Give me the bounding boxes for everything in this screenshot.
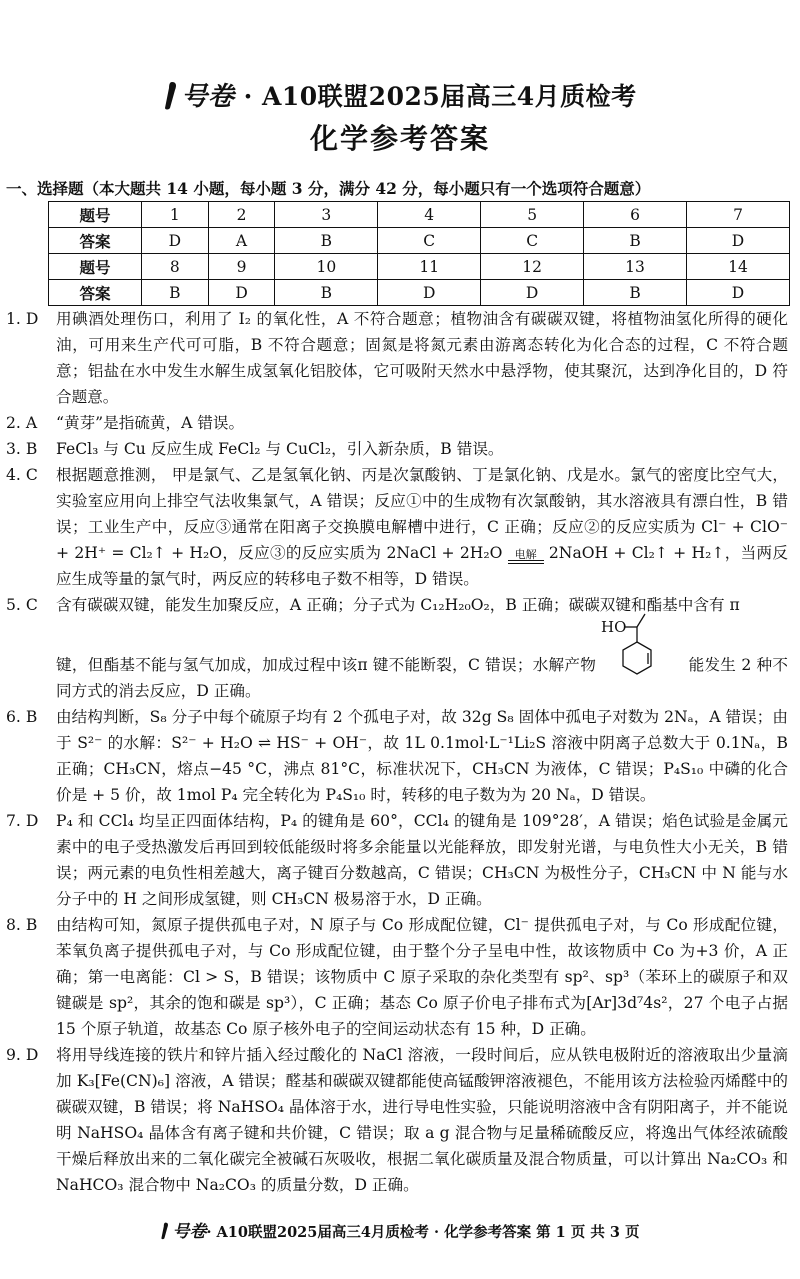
item-number: 6. B [6, 708, 38, 726]
solution-item-3 [6, 436, 788, 462]
item-number: 9. D [6, 1046, 39, 1064]
table-row [49, 228, 790, 254]
table-cell: 6 [584, 202, 687, 228]
item-number: 7. D [6, 812, 39, 830]
item-number: 8. B [6, 916, 38, 934]
table-row [49, 280, 790, 306]
table-cell: 13 [584, 254, 687, 280]
table-cell: D [687, 228, 790, 254]
solution-item-7 [6, 808, 788, 912]
table-cell: 3 [275, 202, 378, 228]
table-row [49, 254, 790, 280]
table-cell: D [481, 280, 584, 306]
table-cell: 5 [481, 202, 584, 228]
solution-item-1 [6, 306, 788, 410]
table-cell: 11 [378, 254, 481, 280]
brand-name: 号卷 [181, 82, 235, 112]
table-cell: C [378, 228, 481, 254]
exam-title: A10联盟2025届高三4月质检考 [261, 82, 637, 111]
solution-item-4 [6, 462, 788, 592]
solutions-body [6, 306, 788, 1198]
arrow-label: 电解 [514, 548, 537, 561]
table-cell: B [275, 228, 378, 254]
table-cell: 14 [687, 254, 790, 280]
table-cell: 10 [275, 254, 378, 280]
table-cell: D [378, 280, 481, 306]
table-cell: 4 [378, 202, 481, 228]
table-cell: B [584, 228, 687, 254]
item-text: FeCl₃ 与 Cu 反应生成 FeCl₂ 与 CuCl₂，引入新杂质，B 错误。 [56, 440, 504, 458]
item-text: “黄芽”是指硫黄，A 错误。 [56, 414, 245, 432]
item-number: 3. B [6, 440, 38, 458]
footer-brand: 号卷 [172, 1222, 207, 1242]
solution-item-5 [6, 592, 788, 704]
item-number: 1. D [6, 310, 39, 328]
solution-item-6 [6, 704, 788, 808]
header-title: 号卷 · A10联盟2025届高三4月质检考 [0, 76, 800, 117]
row-label: 答案 [49, 228, 142, 254]
row-label: 题号 [49, 202, 142, 228]
item-text: 将用导线连接的铁片和锌片插入经过酸化的 NaCl 溶液，一段时间后，应从铁电极附近的溶液取出少量滴加 K₃[Fe(CN)₆] 溶液，A 错误；醛基和碳碳双键都能使高锰酸钾溶液褪色，不能用该方法检验丙烯醛中的碳碳双键，B 错误；将 NaHSO₄ 晶体溶于水，进行导电性实验，只能说明溶液中含有阴阳离子，并不能说明 NaHSO₄ 晶体含有离子键和共价键，C 错误；取 a g 混合物与足量稀硫酸反应，将逸出气体经浓硫酸干燥后释放出来的二氧化碳完全被碱石灰吸收，根据二氧化碳质量及混合物质量，可以计算出 Na₂CO₃ 和 NaHCO₃ 混合物中 Na₂CO₃ 的质量分数，D 正确。 [56, 1046, 788, 1194]
page-subtitle: 化学参考答案 [309, 122, 490, 155]
footer-text: · A10联盟2025届高三4月质检考 · 化学参考答案 第 1 页 共 3 页 [206, 1224, 640, 1241]
item-number: 5. C [6, 596, 38, 614]
table-cell: B [275, 280, 378, 306]
item-text: 由结构判断，S₈ 分子中每个硫原子均有 2 个孤电子对，故 32g S₈ 固体中孤电子对数为 2Nₐ，A 错误；由于 S²⁻ 的水解：S²⁻ + H₂O ⇌ HS⁻ + OH⁻，故 1L 0.1mol·L⁻¹Li₂S 溶液中阴离子总数大于 0.1Nₐ，B 正确；CH₃CN，熔点−45 °C，沸点 81°C，标准状况下，CH₃CN 为液体，C 错误；P₄S₁₀ 中磷的化合价是 + 5 价，故 1mol P₄ 完全转化为 P₄S₁₀ 时，转移的电子数为为 20 Nₐ，D 错误。 [56, 708, 788, 804]
table-cell: 9 [208, 254, 275, 280]
item-text: 用碘酒处理伤口，利用了 I₂ 的氧化性，A 不符合题意；植物油含有碳碳双键，将植物油氢化所得的硬化油，可用来生产代可可脂，B 不符合题意；固氮是将氮元素由游离态转化为化合态的过程，C 不符合题意；铝盐在水中发生水解生成氢氧化铝胶体，它可吸附天然水中悬浮物，使其聚沉，达到净化目的，D 符合题意。 [56, 310, 788, 406]
table-cell: D [687, 280, 790, 306]
item-text: P₄ 和 CCl₄ 均呈正四面体结构，P₄ 的键角是 60°，CCl₄ 的键角是 109°28′，A 错误；焰色试验是金属元素中的电子受热激发后再回到较低能级时将多余能量以光能释放，即发射光谱，与电负性大小无关，B 错误；两元素的电负性相差越大，离子键百分数越高，C 错误；CH₃CN 为极性分子，CH₃CN 中 N 能与水分子中的 H 之间形成氢键，则 CH₃CN 极易溶于水，D 正确。 [56, 812, 788, 908]
solution-item-8 [6, 912, 788, 1042]
item-text-cont: 2NaOH + Cl₂↑ + H₂↑，当两反应生成等量的氯气时，两反应的转移电子数不相等，D 错误。 [56, 544, 788, 588]
mol-ho-label: HO [601, 618, 627, 636]
section-title: 一、选择题（本大题共 14 小题，每小题 3 分，满分 42 分，每小题只有一个选项符合题意） [6, 179, 651, 198]
brand-logo-icon [163, 81, 179, 117]
table-cell: B [142, 280, 209, 306]
table-cell: D [142, 228, 209, 254]
item-number: 2. A [6, 414, 38, 432]
row-label: 答案 [49, 280, 142, 306]
row-label: 题号 [49, 254, 142, 280]
solution-item-9 [6, 1042, 788, 1198]
brand-logo-icon [160, 1222, 170, 1244]
table-cell: 8 [142, 254, 209, 280]
table-cell: A [208, 228, 275, 254]
table-row [49, 202, 790, 228]
electrolysis-arrow [508, 549, 544, 564]
item-text: 根据题意推测， 甲是氯气、乙是氢氧化钠、丙是次氯酸钠、丁是氯化钠、戊是水。氯气的密度比空气大，实验室应用向上排空气法收集氯气，A 错误；反应①中的生成物有次氯酸钠，其水溶液具有漂白性，B 错误；工业生产中，反应③通常在阳离子交换膜电解槽中进行，C 正确；反应②的反应实质为 Cl⁻ + ClO⁻ + 2H⁺ = Cl₂↑ + H₂O，反应③的反应实质为 2NaCl + 2H₂O [56, 466, 788, 562]
item-text: 含有碳碳双键，能发生加聚反应，A 正确；分子式为 C₁₂H₂₀O₂，B 正确；碳碳双键和酯基中含有 π [56, 596, 740, 614]
table-cell: B [584, 280, 687, 306]
item-text-end: 能发生 2 种不同方式的消去反应，D 正确。 [56, 656, 788, 700]
page-footer [0, 1217, 800, 1244]
table-cell: D [208, 280, 275, 306]
solution-item-2 [6, 410, 788, 436]
item-text: 由结构可知，氮原子提供孤电子对，N 原子与 Co 形成配位键，Cl⁻ 提供孤电子对，与 Co 形成配位键，苯氧负离子提供孤电子对，与 Co 形成配位键，由于整个分子呈电中性，故该物质中 Co 为+3 价，A 正确；第一电离能：Cl > S，B 错误；该物质中 C 原子采取的杂化类型有 sp²、sp³（苯环上的碳原子和双键碳是 sp²，其余的饱和碳是 sp³），C 正确；基态 Co 原子价电子排布式为[Ar]3d⁷4s²，27 个电子占据 15 个原子轨道，故基态 Co 原子核外电子的空间运动状态有 15 种，D 正确。 [56, 916, 788, 1038]
item-text-cont: 键，但酯基不能与氢气加成，加成过程中该π 键不能断裂，C 错误；水解产物 [56, 656, 597, 674]
table-cell: 12 [481, 254, 584, 280]
molecule-structure [601, 618, 683, 678]
table-cell: 7 [687, 202, 790, 228]
item-number: 4. C [6, 466, 38, 484]
cyclohexene-alcohol-icon [601, 608, 683, 680]
table-cell: 2 [208, 202, 275, 228]
answer-table [48, 201, 790, 306]
table-cell: 1 [142, 202, 209, 228]
table-cell: C [481, 228, 584, 254]
